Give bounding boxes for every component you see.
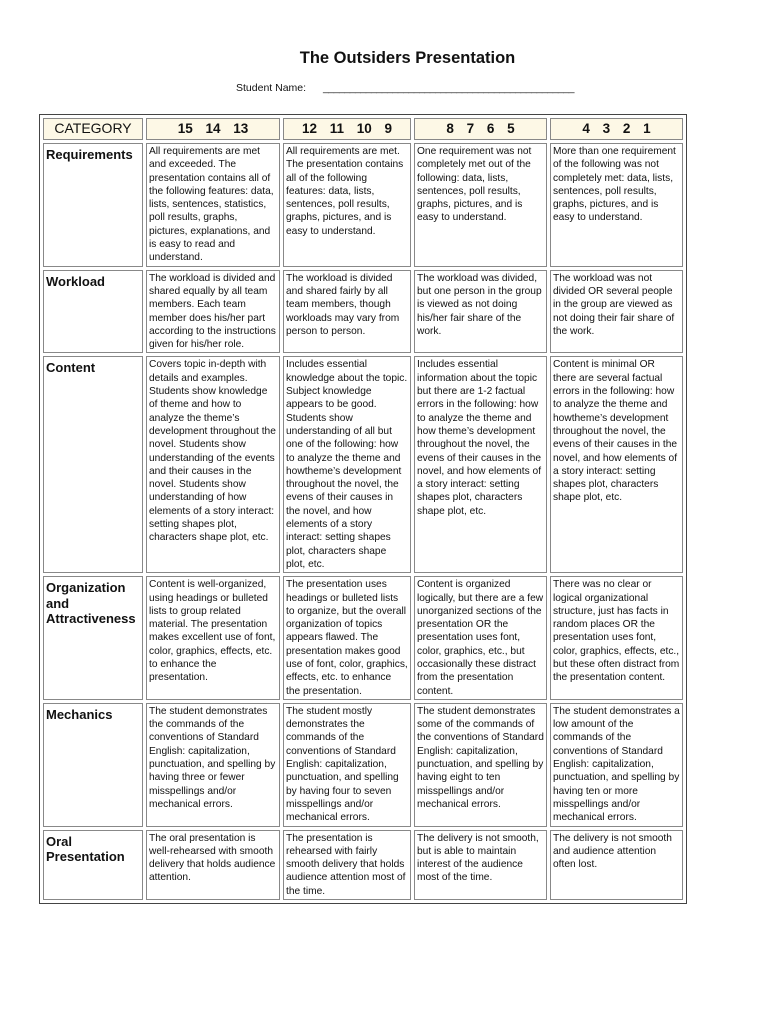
rubric-cell: The delivery is not smooth and audience attention often lost. bbox=[550, 830, 683, 900]
row-content bbox=[43, 356, 683, 573]
rubric-cell: The oral presentation is well-rehearsed with smooth delivery that holds audience attention. bbox=[146, 830, 280, 900]
row-mechanics bbox=[43, 703, 683, 827]
rubric-cell: There was no clear or logical organizational structure, just has facts in random places OR the presentation uses font, color, graphics, effects, etc., but these often distract from the presentation content. bbox=[550, 576, 683, 700]
category-cell: Oral Presentation bbox=[43, 830, 143, 900]
category-cell: Content bbox=[43, 356, 143, 573]
rubric-cell: The delivery is not smooth, but is able to maintain interest of the audience most of the time. bbox=[414, 830, 547, 900]
rubric-cell: Content is organized logically, but there are a few unorganized sections of the presentation OR the presentation uses font, color, graphics, etc., but occasionally these distract from the presentation content. bbox=[414, 576, 547, 700]
rubric-cell: The presentation uses headings or bulleted lists to organize, but the overall organization of topics appears flawed. The presentation makes good use of font, color, graphics, effects, etc. to enhance the presentation. bbox=[283, 576, 411, 700]
rubric-cell: Includes essential knowledge about the topic. Subject knowledge appears to be good. Students show understanding of all but one of the following: how to analyze the theme and howtheme’s development throughout the novel, the evens of their causes in the novel, and how elements of a story interact: setting shapes plot, characters shape plot, etc. bbox=[283, 356, 411, 573]
student-name-blank: _______________________________________________ bbox=[322, 82, 574, 94]
student-name-label: Student Name: bbox=[236, 82, 307, 94]
rubric-cell: The workload is divided and shared fairly by all team members, though workloads may vary from person to person. bbox=[283, 270, 411, 354]
row-requirements bbox=[43, 143, 683, 267]
category-header: CATEGORY bbox=[43, 118, 143, 140]
rubric-cell: The workload was not divided OR several people in the group are viewed as not doing their fair share of the work. bbox=[550, 270, 683, 354]
rubric-cell: The student mostly demonstrates the commands of the conventions of Standard English: capitalization, punctuation, and spelling by having four to seven misspellings and/or mechanical errors. bbox=[283, 703, 411, 827]
score-header-15-13: 15 14 13 bbox=[146, 118, 280, 140]
score-header-4-1: 4 3 2 1 bbox=[550, 118, 683, 140]
score-header-8-5: 8 7 6 5 bbox=[414, 118, 547, 140]
rubric-cell: More than one requirement of the following was not completely met: data, lists, sentences, poll results, graphs, pictures, and is easy to understand. bbox=[550, 143, 683, 267]
rubric-cell: The workload is divided and shared equally by all team members. Each team member does his/her part according to the instructions given for his/her role. bbox=[146, 270, 280, 354]
category-cell: Requirements bbox=[43, 143, 143, 267]
rubric-cell: One requirement was not completely met out of the following: data, lists, sentences, poll results, graphs, pictures, and is easy to understand. bbox=[414, 143, 547, 267]
rubric-table bbox=[39, 114, 687, 904]
student-name-line bbox=[236, 82, 574, 94]
category-cell: Mechanics bbox=[43, 703, 143, 827]
rubric-cell: Content is minimal OR there are several factual errors in the following: how to analyze the theme and howtheme’s development throughout the novel, the evens of their causes in the novel, and how elements of a story interact: setting shapes plot, characters shape plot, etc. bbox=[550, 356, 683, 573]
rubric-cell: The presentation is rehearsed with fairly smooth delivery that holds audience attention most of the time. bbox=[283, 830, 411, 900]
rubric-cell: Covers topic in-depth with details and examples. Students show knowledge of theme and how to analyze the theme’s development throughout the novel. Students show understanding of the events and their causes in the novel. Students show understanding of how elements of a story interact: setting shapes plot, characters shape plot, etc. bbox=[146, 356, 280, 573]
category-cell: Organization and Attractiveness bbox=[43, 576, 143, 700]
row-workload bbox=[43, 270, 683, 354]
category-cell: Workload bbox=[43, 270, 143, 354]
rubric-cell: The student demonstrates some of the commands of the conventions of Standard English: capitalization, punctuation, and spelling by having eight to ten misspellings and/or mechanical errors. bbox=[414, 703, 547, 827]
rubric-cell: Includes essential information about the topic but there are 1-2 factual errors in the following: how to analyze the theme and how theme’s development throughout the novel, the evens of their causes in the novel, and how elements of a story interact: setting shapes plot, characters shape plot, etc. bbox=[414, 356, 547, 573]
rubric-cell: All requirements are met. The presentation contains all of the following features: data, lists, sentences, poll results, graphs, pictures, and is easy to understand. bbox=[283, 143, 411, 267]
row-organization bbox=[43, 576, 683, 700]
rubric-cell: Content is well-organized, using headings or bulleted lists to group related material. The presentation makes excellent use of font, color, graphics, effects, etc. to enhance the presentation. bbox=[146, 576, 280, 700]
rubric-cell: The student demonstrates the commands of the conventions of Standard English: capitalization, punctuation, and spelling by having three or fewer misspellings and/or mechanical errors. bbox=[146, 703, 280, 827]
rubric-cell: The workload was divided, but one person in the group is viewed as not doing his/her fair share of the work. bbox=[414, 270, 547, 354]
row-oral-presentation bbox=[43, 830, 683, 900]
rubric-cell: All requirements are met and exceeded. The presentation contains all of the following features: data, lists, sentences, statistics, poll results, graphs, pictures, explanations, and is easy to read and understand. bbox=[146, 143, 280, 267]
page-title: The Outsiders Presentation bbox=[299, 49, 516, 67]
score-header-12-9: 12 11 10 9 bbox=[283, 118, 411, 140]
rubric-cell: The student demonstrates a low amount of the commands of the conventions of Standard English: capitalization, punctuation, and spelling by having ten or more misspellings and/or mechanical errors. bbox=[550, 703, 683, 827]
header-row bbox=[43, 118, 683, 140]
